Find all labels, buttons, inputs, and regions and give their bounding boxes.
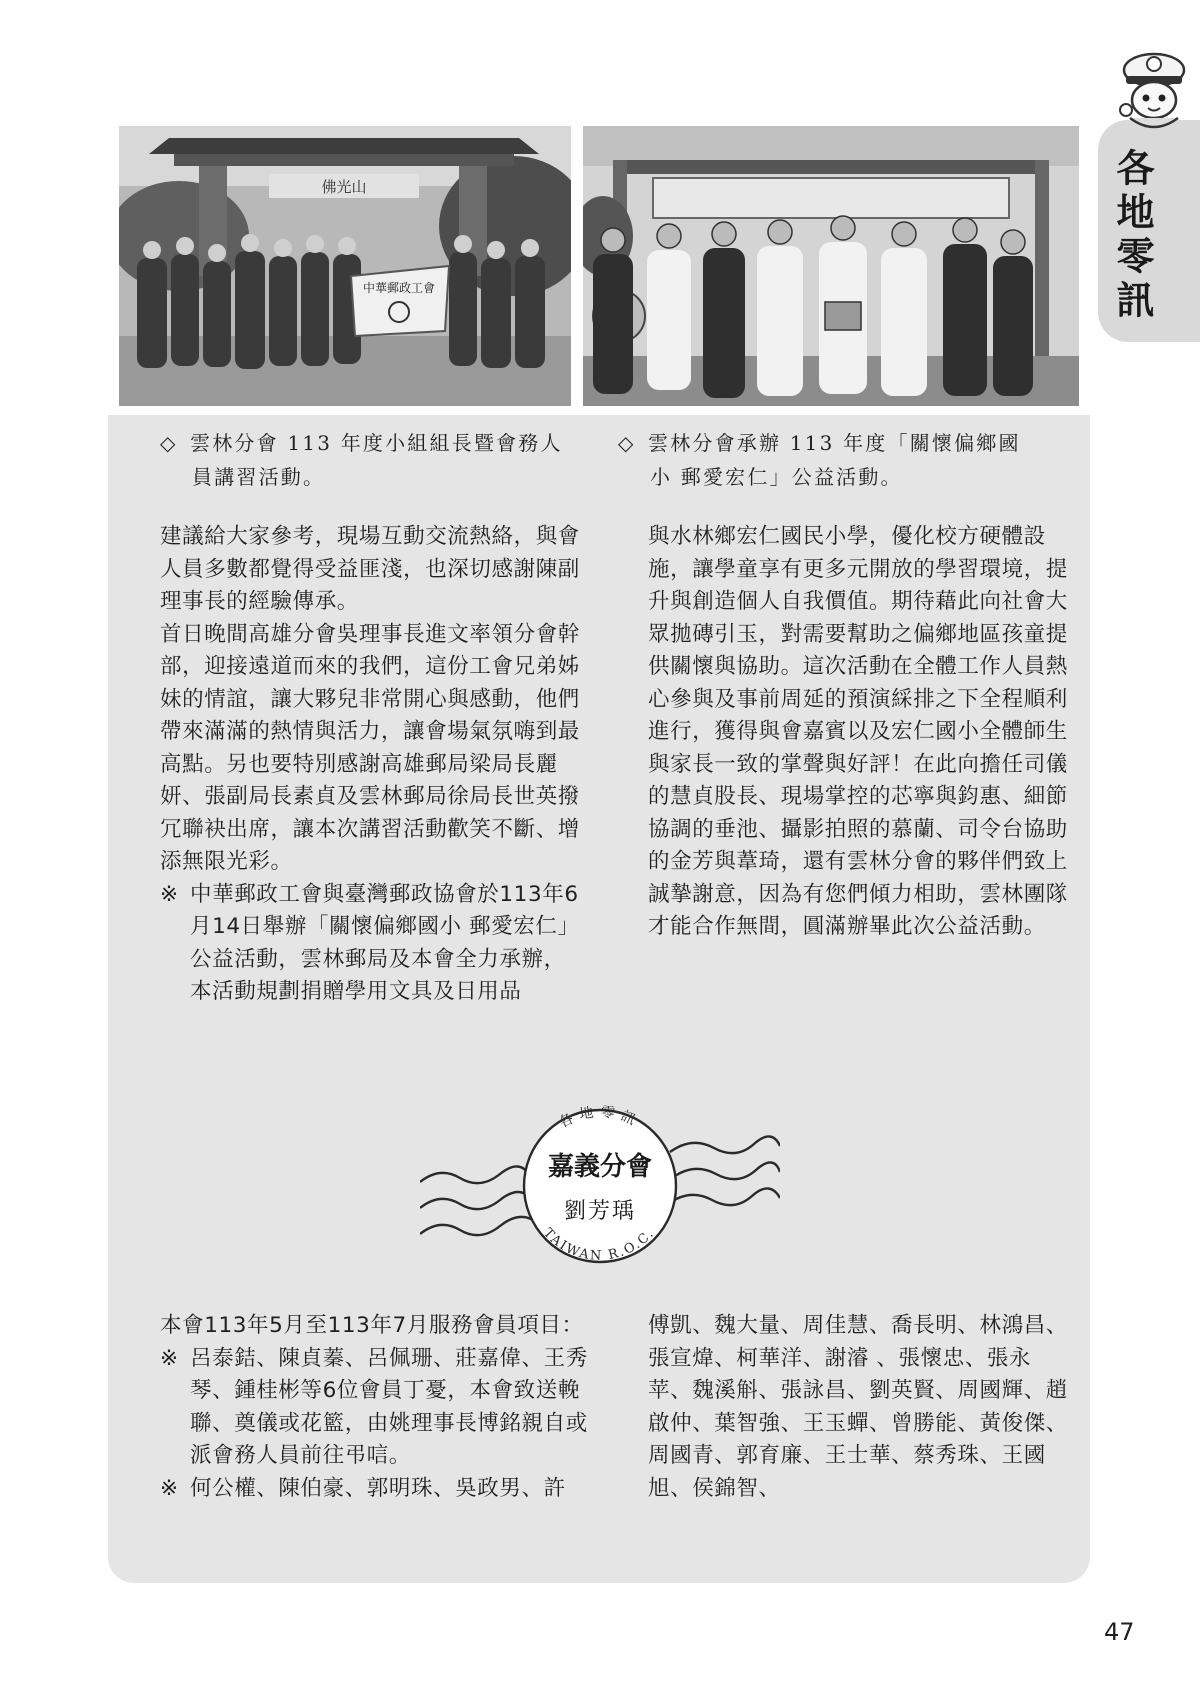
note-item [160, 1473, 592, 1506]
stamp-arc-text: 各地零訊 [556, 1104, 644, 1132]
paragraph: 首日晚間高雄分會吳理事長進文率領分會幹部，迎接遠道而來的我們，這份工會兄弟姊妹的情誼，讓大夥兒非常開心與感動，他們帶來滿滿的熱情與活力，讓會場氣氛嗨到最高點。另也要特別感謝高雄郵局梁局長麗妍、張副局長素貞及雲林郵局徐局長世英撥冗聯袂出席，讓本次講習活動歡笑不斷、增添無限光彩。 [160, 621, 580, 874]
postman-mascot-icon [1104, 40, 1200, 136]
stamp-author-name: 劉芳瑀 [563, 1199, 636, 1224]
caption-line-1: 雲林分會 113 年度小組組長暨會務人 [190, 431, 563, 455]
note-text: 中華郵政工會與臺灣郵政協會於113年6月14日舉辦「關懷偏鄉國小 郵愛宏仁」公益活動，雲林郵局及本會全力承辦，本活動規劃捐贈學用文具及日用品 [190, 881, 580, 1004]
paragraph: 與水林鄉宏仁國民小學，優化校方硬體設施，讓學童享有更多元開放的學習環境，提升與創造個人自我價值。期待藉此向社會大眾拋磚引玉，對需要幫助之偏鄉地區孩童提供關懷與協助。這次活動在全體工作人員熱心參與及事前周延的預演綵排之下全程順利進行，獲得與會嘉賓以及宏仁國小全體師生與家長一致的掌聲與好評！在此向擔任司儀的慧貞股長、現場掌控的芯寧與鈞惠、細節協調的垂池、攝影拍照的慕蘭、司令台協助的金芳與葦琦，還有雲林分會的夥伴們致上誠摯謝意，因為有您們傾力相助，雲林團隊才能合作無間，圓滿辦畢此次公益活動。 [648, 524, 1068, 939]
note-marker: ※ [160, 1475, 179, 1501]
paragraph: 傅凱、魏大量、周佳慧、喬長明、林鴻昌、張宣煒、柯華洋、謝濬 、張懷忠、張永苹、魏溪斛、張詠昌、劉英賢、周國輝、趙啟仲、葉智強、王玉蟬、曾勝能、黃俊傑、周國青、郭育廉、王士華、蔡秀珠、王國旭、侯錦智、 [648, 1313, 1068, 1501]
section-tab-label: 各地零訊 [1110, 148, 1155, 324]
stamp-postmark-text: TAIWAN R.O.C. [540, 1225, 658, 1264]
section-stamp [420, 1090, 780, 1280]
photo-yunlin-group-at-fo-guang-shan [119, 126, 571, 406]
page-number: 47 [1104, 1618, 1135, 1646]
banner-text: 中華郵政工會 [362, 281, 436, 295]
paragraph: 本會113年5月至113年7月服務會員項目： [160, 1313, 584, 1338]
caption-yunlin-charity [618, 426, 1048, 494]
caption-marker: ◇ [618, 431, 636, 455]
note-marker: ※ [160, 881, 179, 907]
caption-line-2: 員講習活動。 [192, 465, 326, 489]
caption-yunlin-training [160, 426, 590, 494]
article-chiayi-left-column [160, 1310, 592, 1505]
gate-sign-text: 佛光山 [321, 178, 367, 196]
note-marker: ※ [160, 1345, 179, 1371]
note-item [160, 1343, 592, 1473]
photo-charity-event-guests [583, 126, 1079, 406]
caption-marker: ◇ [160, 431, 178, 455]
article-yunlin-left-column [160, 521, 580, 1009]
note-item [160, 879, 580, 1009]
paragraph: 建議給大家參考，現場互動交流熱絡，與會人員多數都覺得受益匪淺，也深切感謝陳副理事長的經驗傳承。 [160, 524, 580, 614]
caption-line-1: 雲林分會承辦 113 年度「關懷偏鄉國 [648, 431, 1021, 455]
note-text: 呂泰銡、陳貞蓁、呂佩珊、莊嘉偉、王秀琴、鍾桂彬等6位會員丁憂，本會致送輓聯、奠儀或花籃，由姚理事長博銘親自或派會務人員前往弔唁。 [190, 1345, 588, 1468]
note-text: 何公權、陳伯豪、郭明珠、吳政男、許 [190, 1475, 566, 1501]
caption-line-2: 小 郵愛宏仁」公益活動。 [650, 465, 903, 489]
article-yunlin-right-column [648, 521, 1068, 944]
article-chiayi-right-column [648, 1310, 1068, 1505]
stamp-unit-name: 嘉義分會 [547, 1152, 652, 1182]
